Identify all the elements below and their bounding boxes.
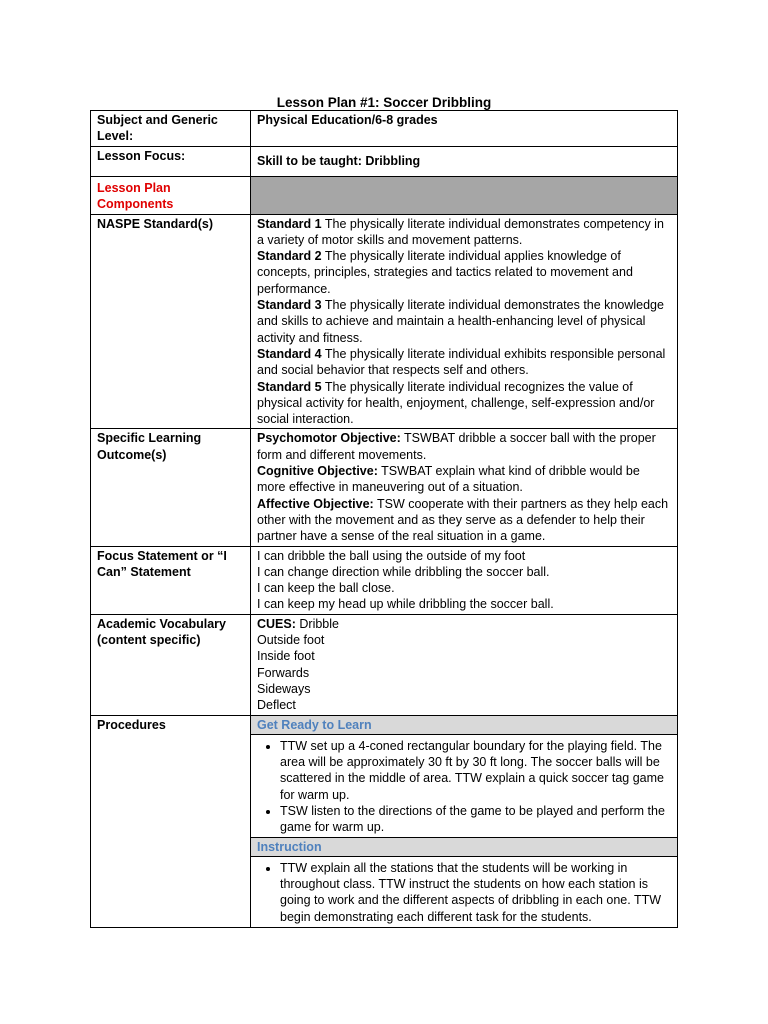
- get-ready-heading: Get Ready to Learn: [251, 715, 678, 734]
- instruction-heading: Instruction: [251, 837, 678, 856]
- row-procedures: [91, 715, 678, 734]
- affective-objective: Affective Objective: TSW cooperate with their partners as they help each other with the movement and as they serve as a defender to help their partner have a sense of the real situation in a game.: [257, 496, 669, 544]
- row-components: [91, 177, 678, 215]
- procedures-label: Procedures: [91, 715, 251, 927]
- instruction-list: [257, 860, 671, 925]
- naspe-standards: [251, 214, 678, 429]
- focus-label: Lesson Focus:: [91, 147, 251, 177]
- standard-3: Standard 3 The physically literate individual demonstrates the knowledge and skills to achieve and maintain a health-enhancing level of physical activity and fitness.: [257, 298, 664, 345]
- row-vocab: [91, 614, 678, 715]
- get-ready-list: [257, 738, 671, 836]
- row-subject: [91, 111, 678, 147]
- ican-line: I can keep my head up while dribbling the soccer ball.: [257, 597, 554, 612]
- instruction-content: [251, 856, 678, 927]
- components-shaded-cell: [251, 177, 678, 215]
- components-label: Lesson Plan Components: [97, 181, 174, 212]
- learning-outcomes: [251, 429, 678, 546]
- ican-line: I can dribble the ball using the outside of my foot: [257, 548, 526, 563]
- vocab-word: Deflect: [257, 698, 296, 713]
- ican-line: I can keep the ball close.: [257, 581, 395, 596]
- ican-line: I can change direction while dribbling the soccer ball.: [257, 564, 550, 579]
- standard-5: Standard 5 The physically literate individual recognizes the value of physical activity for health, enjoyment, challenge, self-expression and/or social interaction.: [257, 379, 655, 427]
- standard-2: Standard 2 The physically literate individual applies knowledge of concepts, principles, strategies and tactics related to movement and performance.: [257, 249, 633, 296]
- list-item: • TTW explain all the stations that the students will be working in throughout class. TTW instruct the students on how each station is going to work and the different aspects of dribbling in each one. TTW begin demonstrating each different task for the students.: [280, 860, 671, 925]
- naspe-label: NASPE Standard(s): [91, 214, 251, 429]
- vocab-list: [251, 614, 678, 715]
- ican-label: Focus Statement or “I Can” Statement: [91, 546, 251, 614]
- cues-line: CUES: Dribble: [257, 616, 339, 631]
- get-ready-content: [251, 734, 678, 837]
- row-naspe: [91, 214, 678, 429]
- vocab-word: Forwards: [257, 665, 310, 680]
- vocab-word: Outside foot: [257, 633, 325, 648]
- standard-1: Standard 1 The physically literate individual demonstrates competency in a variety of motor skills and movement patterns.: [257, 216, 664, 247]
- list-item: • TTW set up a 4-coned rectangular boundary for the playing field. The area will be approximately 30 ft by 30 ft long. The soccer balls will be scattered in the middle of area. TTW explain a quick soccer tag game for warm up.: [280, 738, 671, 803]
- standard-4: Standard 4 The physically literate individual exhibits responsible personal and social behavior that respects self and others.: [257, 346, 666, 378]
- focus-value: Skill to be taught: Dribbling: [251, 147, 678, 177]
- row-outcomes: [91, 429, 678, 546]
- vocab-label: Academic Vocabulary (content specific): [91, 614, 251, 715]
- document-title: Lesson Plan #1: Soccer Dribbling: [276, 95, 492, 110]
- list-item: • TSW listen to the directions of the game to be played and perform the game for warm up.: [280, 803, 671, 836]
- psychomotor-objective: Psychomotor Objective: TSWBAT dribble a soccer ball with the proper form and different movements.: [257, 431, 656, 462]
- outcomes-label: Specific Learning Outcome(s): [91, 429, 251, 546]
- row-ican: [91, 546, 678, 614]
- row-focus: [91, 147, 678, 177]
- subject-value: Physical Education/6-8 grades: [251, 111, 678, 147]
- cognitive-objective: Cognitive Objective: TSWBAT explain what kind of dribble would be more effective in maneuvering out of a situation.: [257, 464, 640, 495]
- subject-label: Subject and Generic Level:: [91, 111, 251, 147]
- vocab-word: Inside foot: [257, 649, 315, 664]
- lesson-plan-table: [90, 110, 678, 928]
- ican-statements: [251, 546, 678, 614]
- vocab-word: Sideways: [257, 681, 311, 696]
